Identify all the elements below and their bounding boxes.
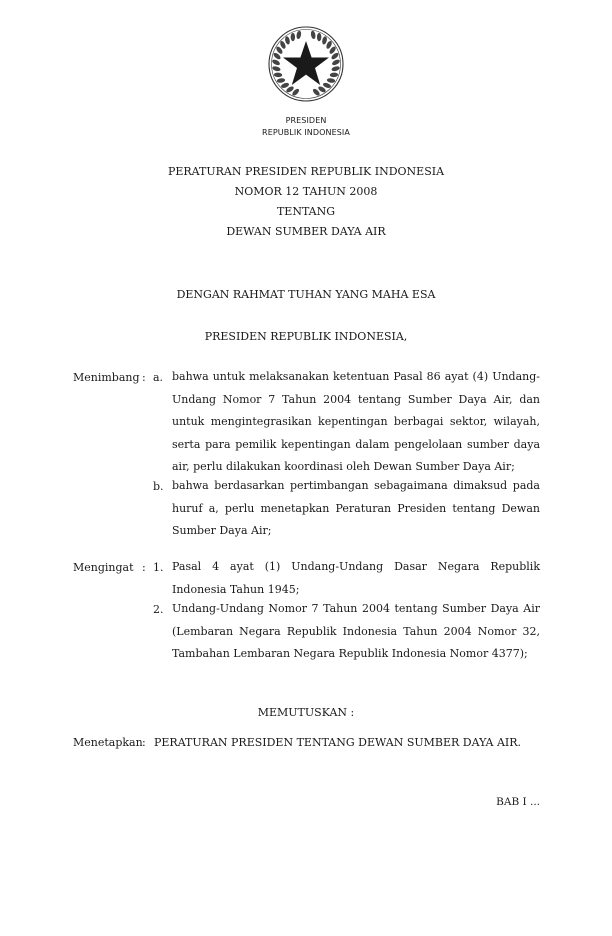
wreath-leaf [296, 30, 302, 39]
title-line-2: NOMOR 12 TAHUN 2008 [234, 185, 378, 198]
wreath-leaf [330, 72, 339, 77]
menimbang-colon: : [142, 371, 146, 384]
title-line-4: DEWAN SUMBER DAYA AIR [226, 225, 386, 238]
wreath-leaf [331, 58, 340, 66]
menetapkan-text: PERATURAN PRESIDEN TENTANG DEWAN SUMBER DAYA AIR. [154, 736, 522, 749]
menimbang-item-a-text: bahwa untuk melaksanakan ketentuan Pasal 86 ayat (4) Undang-Undang Nomor 7 Tahun 2004 tentang Sumber Daya Air, dan untuk mengintegrasikan kepentingan berbagai sektor, wilayah, serta para pemilik kepentingan dalam pengelolaan sumber daya air, perlu dilakukan koordinasi oleh Dewan Sumber Daya Air; [172, 370, 540, 473]
mengingat-item-1-marker: 1. [153, 561, 164, 574]
wreath-leaf [291, 33, 296, 41]
wreath-leaf [321, 36, 327, 45]
wreath-leaf [317, 33, 322, 41]
wreath-leaf [271, 58, 280, 66]
wreath-leaf [274, 72, 283, 77]
header-line-republik: REPUBLIK INDONESIA [262, 128, 350, 137]
wreath-leaf [327, 78, 336, 84]
menetapkan-label: Menetapkan [73, 736, 143, 749]
wreath-leaf [331, 65, 340, 72]
title-line-1: PERATURAN PRESIDEN REPUBLIK INDONESIA [167, 165, 445, 178]
mengingat-colon: : [142, 561, 146, 574]
page-continuation: BAB I ... [496, 796, 540, 808]
wreath-leaf [310, 30, 316, 39]
wreath-leaf [276, 78, 285, 84]
preamble-presiden: PRESIDEN REPUBLIK INDONESIA, [204, 330, 408, 343]
mengingat-item-1-text: Pasal 4 ayat (1) Undang-Undang Dasar Negara Republik Indonesia Tahun 1945; [172, 560, 540, 596]
menimbang-label: Menimbang [73, 371, 140, 384]
mengingat-label: Mengingat [73, 561, 134, 574]
preamble-rahmat: DENGAN RAHMAT TUHAN YANG MAHA ESA [176, 288, 436, 301]
wreath-leaf [284, 36, 290, 45]
menimbang-item-b-marker: b. [153, 480, 164, 493]
star-wreath-emblem-icon [266, 24, 346, 104]
mengingat-item-2-text: Undang-Undang Nomor 7 Tahun 2004 tentang Sumber Daya Air (Lembaran Negara Republik Indonesia Tahun 2004 Nomor 32, Tambahan Lembaran Negara Republik Indonesia Nomor 4377); [172, 602, 540, 660]
menimbang-item-a-marker: a. [153, 371, 164, 384]
memutuskan-heading: MEMUTUSKAN : [257, 706, 355, 719]
menetapkan-colon: : [142, 736, 146, 749]
menimbang-item-b-text: bahwa berdasarkan pertimbangan sebagaimana dimaksud pada huruf a, perlu menetapkan Peraturan Presiden tentang Dewan Sumber Daya Air; [172, 479, 540, 537]
mengingat-item-2-marker: 2. [153, 603, 164, 616]
title-line-3: TENTANG [276, 205, 336, 218]
wreath-leaf [272, 65, 281, 72]
header-line-presiden: PRESIDEN [285, 116, 327, 125]
